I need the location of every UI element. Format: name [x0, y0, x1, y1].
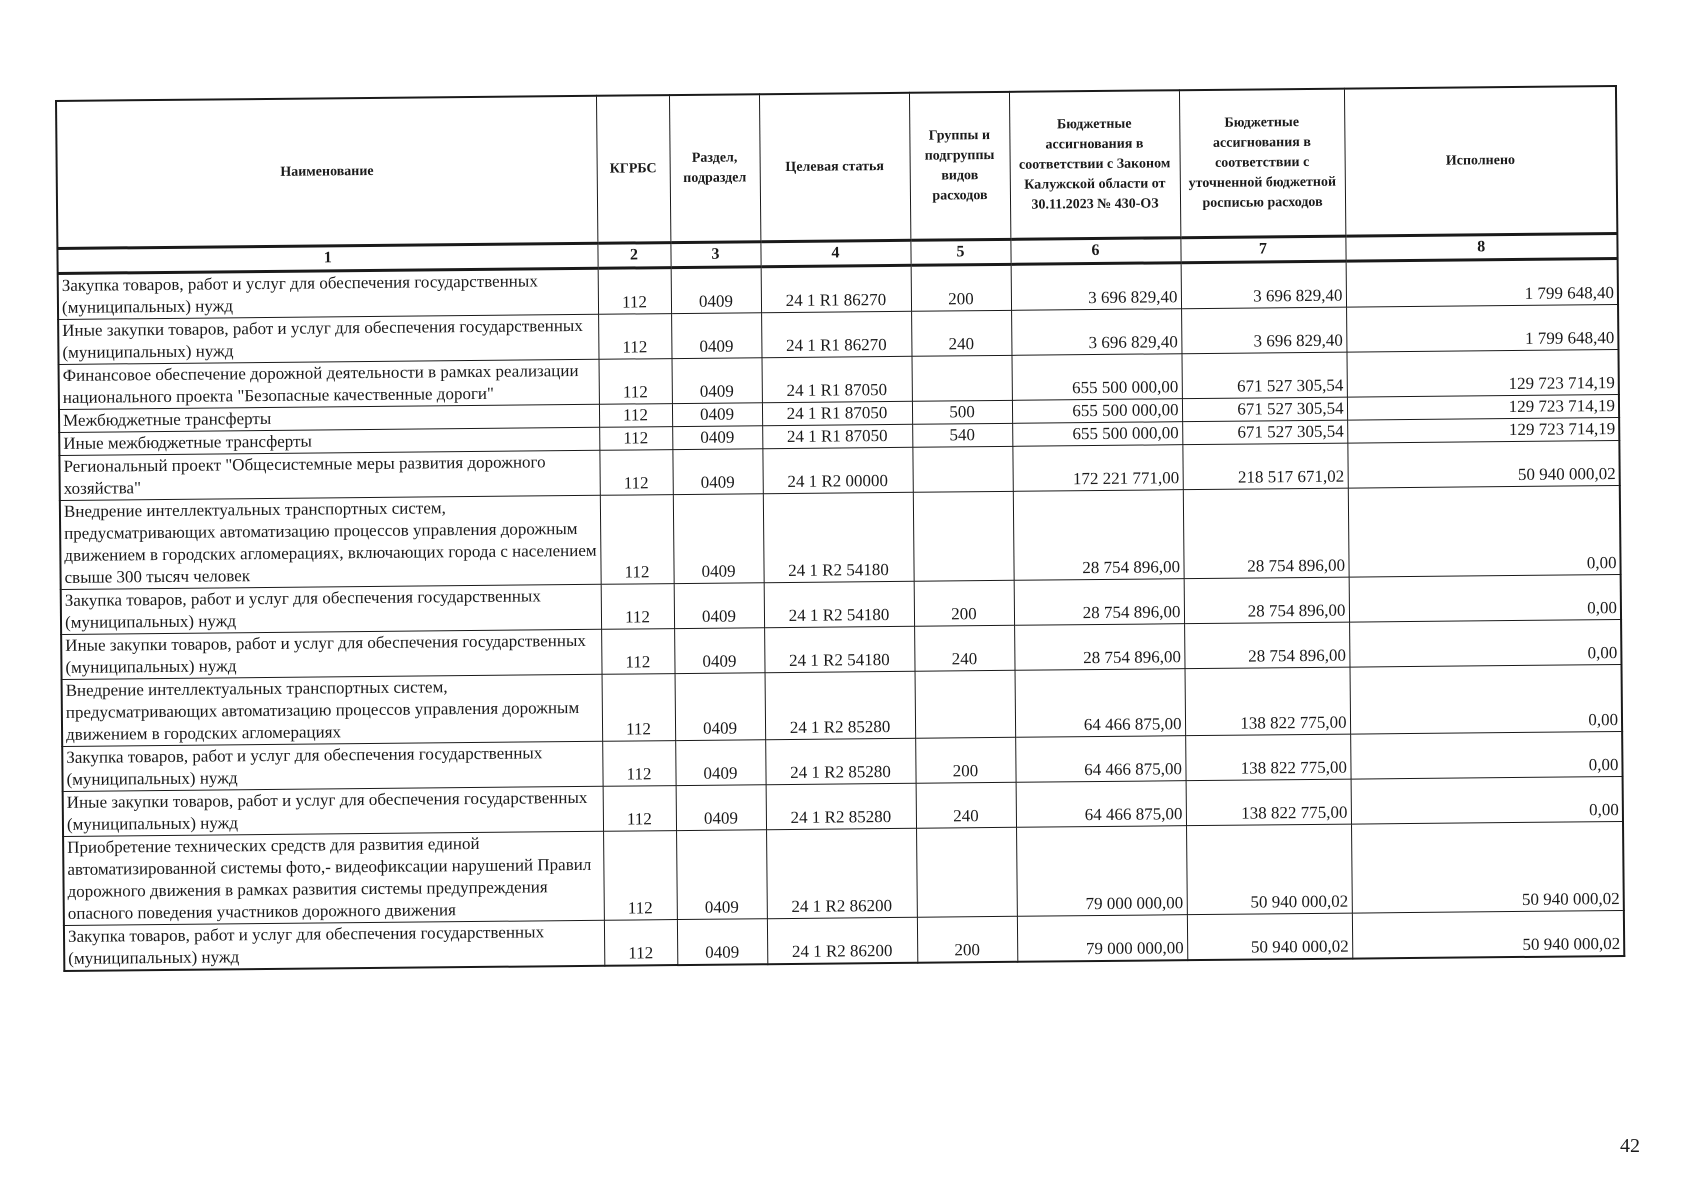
row-target-cell: 24 1 R2 54180: [764, 626, 914, 672]
row-name-cell: Иные закупки товаров, работ и услуг для обеспечения государственных (муниципальных) нужд: [58, 314, 598, 364]
row-executed-amount-cell: 0,00: [1348, 485, 1621, 577]
header-law-allocations: Бюджетные ассигнования в соответствии с Законом Калужской области от 30.11.2023 № 430-ОЗ: [1009, 90, 1180, 239]
row-refined-amount-cell: 28 754 896,00: [1184, 622, 1349, 669]
row-executed-amount-cell: 1 799 648,40: [1346, 305, 1618, 353]
row-target-cell: 24 1 R2 85280: [765, 671, 916, 739]
row-name-cell: Закупка товаров, работ и услуг для обеспечения государственных (муниципальных) нужд: [61, 584, 601, 634]
row-law-amount-cell: 79 000 000,00: [1017, 915, 1187, 962]
row-refined-amount-cell: 138 822 775,00: [1185, 667, 1351, 736]
row-name-cell: Иные закупки товаров, работ и услуг для обеспечения государственных (муниципальных) нужд: [61, 629, 601, 679]
row-executed-amount-cell: 0,00: [1350, 664, 1623, 734]
row-section-cell: 0409: [674, 583, 764, 629]
row-group-cell: 240: [911, 310, 1011, 356]
row-executed-amount-cell: 50 940 000,02: [1351, 821, 1624, 913]
row-law-amount-cell: 28 754 896,00: [1014, 624, 1184, 671]
row-kgrbs-cell: 112: [603, 831, 677, 921]
row-group-cell: 200: [917, 916, 1017, 962]
row-group-cell: [912, 446, 1012, 492]
row-section-cell: 0409: [671, 267, 761, 314]
row-group-cell: 200: [911, 264, 1011, 311]
row-kgrbs-cell: 112: [603, 786, 676, 832]
row-group-cell: [913, 491, 1014, 581]
row-section-cell: 0409: [672, 449, 762, 495]
row-law-amount-cell: 28 754 896,00: [1014, 579, 1184, 626]
row-refined-amount-cell: 28 754 896,00: [1183, 488, 1349, 579]
row-group-cell: 540: [912, 423, 1012, 447]
column-number: 6: [1010, 238, 1180, 265]
row-name-cell: Внедрение интеллектуальных транспортных систем, предусматривающих автоматизацию процессов управления дорожным движением в городских агломерациях: [62, 674, 603, 746]
row-name-cell: Финансовое обеспечение дорожной деятельности в рамках реализации национального проекта "Безопасные качественные дороги": [59, 359, 599, 409]
row-executed-amount-cell: 0,00: [1350, 731, 1622, 779]
row-name-cell: Закупка товаров, работ и услуг для обеспечения государственных (муниципальных) нужд: [58, 268, 598, 319]
row-group-cell: 200: [914, 580, 1014, 626]
row-group-cell: [916, 827, 1017, 917]
row-section-cell: 0409: [672, 426, 762, 450]
row-name-cell: Межбюджетные трансферты: [59, 404, 599, 432]
row-section-cell: 0409: [673, 494, 764, 584]
row-name-cell: Региональный проект "Общесистемные меры развития дорожного хозяйства": [59, 450, 599, 500]
page-number: 42: [1620, 1135, 1640, 1157]
column-number: 2: [597, 243, 670, 269]
row-kgrbs-cell: 112: [598, 268, 671, 315]
row-refined-amount-cell: 671 527 305,54: [1182, 420, 1347, 445]
row-kgrbs-cell: 112: [601, 584, 674, 630]
row-law-amount-cell: 3 696 829,40: [1011, 263, 1181, 311]
row-target-cell: 24 1 R2 54180: [763, 492, 914, 582]
header-target: Целевая статья: [759, 93, 910, 242]
row-law-amount-cell: 64 466 875,00: [1015, 736, 1185, 783]
column-number: 1: [57, 243, 597, 273]
row-section-cell: 0409: [674, 628, 764, 674]
row-group-cell: 500: [912, 400, 1012, 424]
row-group-cell: 240: [914, 625, 1014, 671]
row-executed-amount-cell: 50 940 000,02: [1347, 440, 1619, 488]
row-section-cell: 0409: [675, 673, 766, 741]
row-name-cell: Приобретение технических средств для развития единой автоматизированной системы фото,- видеофиксации нарушений Правил дорожного движения в рамках развития системы предупреждения опасного поведения участников дорожного движения: [63, 831, 604, 925]
row-law-amount-cell: 3 696 829,40: [1011, 309, 1181, 356]
header-refined-allocations: Бюджетные ассигнования в соответствии с уточненной бюджетной росписью расходов: [1179, 89, 1345, 238]
row-target-cell: 24 1 R1 86270: [761, 311, 911, 357]
row-kgrbs-cell: 112: [600, 495, 674, 585]
row-law-amount-cell: 655 500 000,00: [1012, 422, 1182, 447]
row-executed-amount-cell: 0,00: [1349, 574, 1621, 622]
row-executed-amount-cell: 50 940 000,02: [1352, 910, 1624, 958]
row-refined-amount-cell: 28 754 896,00: [1184, 577, 1349, 624]
row-kgrbs-cell: 112: [602, 741, 675, 787]
row-kgrbs-cell: 112: [604, 920, 677, 966]
row-name-cell: Иные закупки товаров, работ и услуг для обеспечения государственных (муниципальных) нужд: [63, 786, 603, 836]
column-number: 7: [1180, 236, 1345, 263]
row-executed-amount-cell: 0,00: [1349, 619, 1621, 667]
row-law-amount-cell: 64 466 875,00: [1015, 669, 1186, 738]
column-number: 5: [910, 239, 1010, 265]
row-name-cell: Закупка товаров, работ и услуг для обеспечения государственных (муниципальных) нужд: [62, 741, 602, 791]
row-kgrbs-cell: 112: [599, 427, 672, 451]
row-refined-amount-cell: 138 822 775,00: [1186, 779, 1351, 826]
row-refined-amount-cell: 3 696 829,40: [1181, 261, 1346, 309]
column-number: 4: [760, 240, 910, 266]
row-refined-amount-cell: 218 517 671,02: [1182, 443, 1347, 490]
row-target-cell: 24 1 R2 86200: [766, 828, 917, 918]
row-name-cell: Закупка товаров, работ и услуг для обеспечения государственных (муниципальных) нужд: [64, 920, 604, 971]
row-law-amount-cell: 655 500 000,00: [1012, 399, 1182, 424]
row-executed-amount-cell: 129 723 714,19: [1347, 395, 1619, 421]
row-kgrbs-cell: 112: [598, 314, 671, 360]
budget-document: [55, 85, 1623, 972]
row-group-cell: 240: [916, 782, 1016, 828]
row-kgrbs-cell: 112: [599, 359, 672, 405]
header-kgrbs: КГРБС: [596, 95, 670, 243]
row-target-cell: 24 1 R2 85280: [766, 783, 916, 829]
row-section-cell: 0409: [671, 313, 761, 359]
row-kgrbs-cell: 112: [601, 629, 674, 675]
row-refined-amount-cell: 671 527 305,54: [1181, 352, 1346, 399]
row-section-cell: 0409: [676, 785, 766, 831]
row-executed-amount-cell: 0,00: [1351, 776, 1623, 824]
row-refined-amount-cell: 3 696 829,40: [1181, 307, 1346, 354]
row-executed-amount-cell: 1 799 648,40: [1346, 259, 1618, 308]
header-section: Раздел, подраздел: [669, 94, 760, 242]
row-target-cell: 24 1 R2 54180: [764, 581, 914, 627]
table-body: [58, 259, 1625, 971]
row-kgrbs-cell: 112: [599, 450, 672, 496]
row-kgrbs-cell: 112: [602, 674, 676, 742]
row-executed-amount-cell: 129 723 714,19: [1346, 350, 1618, 398]
row-law-amount-cell: 655 500 000,00: [1011, 354, 1181, 401]
header-groups: Группы и подгруппы видов расходов: [909, 92, 1010, 240]
row-name-cell: Иные межбюджетные трансферты: [59, 427, 599, 455]
row-law-amount-cell: 28 754 896,00: [1013, 490, 1184, 581]
row-section-cell: 0409: [676, 830, 767, 920]
row-refined-amount-cell: 138 822 775,00: [1185, 734, 1350, 781]
column-number: 3: [670, 242, 760, 268]
row-group-cell: 200: [915, 737, 1015, 783]
row-target-cell: 24 1 R2 85280: [765, 738, 915, 784]
row-section-cell: 0409: [672, 358, 762, 404]
row-target-cell: 24 1 R1 87050: [762, 356, 912, 402]
row-group-cell: [915, 670, 1016, 738]
table-row: [60, 485, 1621, 589]
row-refined-amount-cell: 671 527 305,54: [1182, 397, 1347, 422]
row-target-cell: 24 1 R2 86200: [767, 917, 917, 964]
row-target-cell: 24 1 R1 87050: [762, 424, 912, 448]
row-refined-amount-cell: 50 940 000,02: [1187, 913, 1352, 960]
row-name-cell: Внедрение интеллектуальных транспортных систем, предусматривающих автоматизацию процессов управления дорожным движением в городских агломерациях, включающих города с населением свыше 300 тысяч человек: [60, 495, 601, 589]
table-row: [63, 821, 1624, 925]
row-refined-amount-cell: 50 940 000,02: [1186, 824, 1352, 915]
row-target-cell: 24 1 R1 86270: [761, 265, 911, 312]
row-law-amount-cell: 172 221 771,00: [1012, 445, 1182, 492]
row-target-cell: 24 1 R2 00000: [762, 447, 912, 493]
header-row: [56, 86, 1617, 248]
row-law-amount-cell: 64 466 875,00: [1016, 781, 1186, 828]
row-kgrbs-cell: 112: [599, 404, 672, 428]
row-section-cell: 0409: [675, 740, 765, 786]
row-target-cell: 24 1 R1 87050: [762, 401, 912, 425]
column-number: 8: [1345, 234, 1617, 262]
row-law-amount-cell: 79 000 000,00: [1016, 826, 1187, 917]
row-group-cell: [911, 355, 1011, 401]
header-executed: Исполнено: [1344, 86, 1617, 236]
row-section-cell: 0409: [672, 403, 762, 427]
header-name: Наименование: [56, 96, 597, 249]
row-section-cell: 0409: [677, 919, 767, 965]
row-executed-amount-cell: 129 723 714,19: [1347, 418, 1619, 444]
budget-table: [55, 85, 1625, 972]
